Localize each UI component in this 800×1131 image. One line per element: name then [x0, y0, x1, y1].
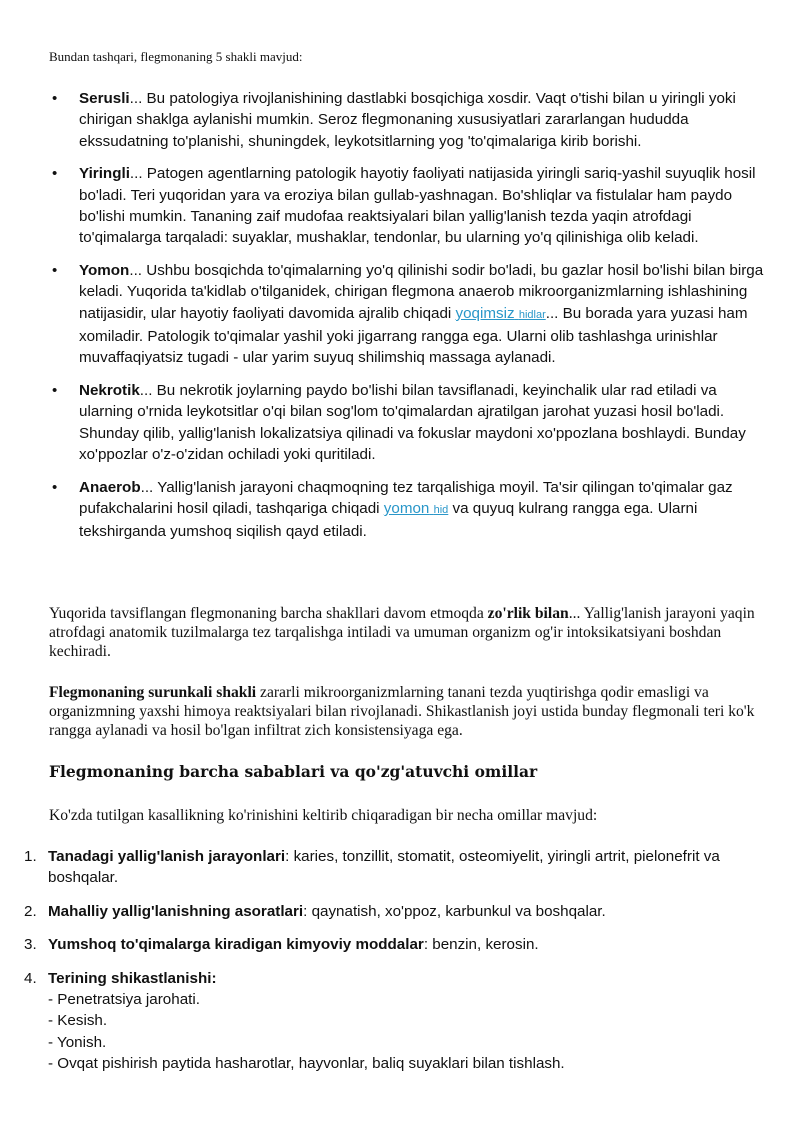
intro-text: Bundan tashqari, flegmonaning 5 shakli mavjud:: [49, 49, 303, 64]
item-title: Mahalliy yallig'lanishning asoratlari: [48, 902, 304, 920]
list-item: [24, 934, 764, 955]
item-title: Anaerob: [79, 478, 141, 496]
para-text-after: ... Yallig'lanish jarayoni yaqin atrofdagi anatomik tuzilmalarga tez tarqalishga intiladi va umuman organizm og'ir intoksikatsiyani boshdan kechiradi.: [49, 605, 755, 661]
item-text-after: va quyuq kulrang rangga ega. Ularni tekshirganda yumshoq siqilish qayd etiladi.: [79, 499, 698, 541]
item-title: Tanadagi yallig'lanish jarayonlari: [48, 848, 286, 865]
list-item: [24, 901, 764, 922]
list-item: [24, 846, 764, 889]
para-text: Yuqorida tavsiflangan flegmonaning barcha shakllari davom etmoqda: [49, 605, 488, 622]
item-text: ... Bu nekrotik joylarning paydo bo'lishi bilan tavsiflanadi, keyinchalik ular rad etiladi va ularning o'rnida leykotsitlar o'qi bilan sog'lom to'qimalardan ajratilgan jarohat yuzasi hosil bo'ladi. Shunday qilib, yallig'lanish lokalizatsiya qilinadi va fokuslar maydoni xo'ppozlana boshlaydi. Bunday xo'ppozlar o'z-o'zidan ochiladi yoki quritiladi.: [79, 381, 746, 464]
link-small-text: hidlar: [518, 308, 546, 321]
item-title: Yiringli: [79, 165, 130, 183]
list-item: [52, 260, 764, 369]
list-item: [24, 968, 764, 1075]
item-text: ... Patogen agentlarning patologik hayotiy faoliyati natijasida yiringli sariq-yashil suyuqlik hosil bo'ladi. Teri yuqoridan yara va eroziya bilan gullab-yashnagan. Bo'shliqlar va fistulalar ham paydo bo'lishi mumkin. Tananing zaif mudofaa reaktsiyalari bilan yallig'lanish tezda yaqin atrofdagi to'qimalarga tarqaladi: suyaklar, mushaklar, tendonlar, bu ularning yo'q qilinishiga olib keladi.: [79, 165, 756, 247]
item-title: Terining shikastlanishi:: [48, 969, 217, 987]
item-text: : qaynatish, xo'ppoz, karbunkul va boshqalar.: [303, 902, 606, 920]
item-text: ... Ushbu bosqichda to'qimalarning yo'q qilinishi sodir bo'ladi, bu gazlar hosil bo'lishi bilan birga keladi. Yuqorida ta'kidlab o'tilganidek, chirigan flegmona anaerob mikroorganizmlarning ishlashining natijasidir, ular hayotiy faoliyati davomida ajralib chiqadi: [79, 261, 764, 322]
item-title: Serusli: [79, 90, 130, 107]
item-text-after: ... Bu borada yara yuzasi ham xomiladir. Patologik to'qimalar yashil yoki jigarrang rangga ega. Ularni olib tashlashga urinishlar muvaffaqiyatsiz tugadi - ular yarim suyuq shilimshiq massaga aylanadi.: [79, 304, 748, 367]
factors-list: [24, 846, 764, 1087]
unpleasant-smell-link[interactable]: [456, 305, 546, 322]
para-text: zararli mikroorganizmlarning tanani tezda yuqtirishga qodir emasligi va organizmning yaxshi himoya reaktsiyalari bilan rivojlanadi. Shikastlanish joyi ustida bunday flegmonali teri ko'k rangga aylanadi va hosil bo'lgan infiltrat zich konsistensiyaga ega.: [49, 684, 755, 740]
list-item: [52, 163, 764, 249]
list-item: [52, 477, 764, 543]
item-text: : karies, tonzillit, stomatit, osteomiyelit, yiringli artrit, pielonefrit va boshqalar.: [48, 848, 720, 887]
list-item: [52, 88, 764, 152]
sub-item: - Ovqat pishirish paytida hasharotlar, hayvonlar, baliq suyaklari bilan tishlash.: [48, 1055, 565, 1073]
bullet-icon: •: [52, 90, 58, 107]
sub-item: - Kesish.: [48, 1012, 108, 1030]
bullet-icon: •: [52, 381, 58, 399]
list-item: [52, 380, 764, 466]
sub-item: - Yonish.: [48, 1033, 107, 1051]
sub-item: - Penetratsiya jarohati.: [48, 991, 200, 1009]
bullet-icon: •: [52, 261, 58, 279]
paragraph-factors-intro: Ko'zda tutilgan kasallikning ko'rinishini keltirib chiqaradigan bir necha omillar mavjud:: [49, 807, 598, 824]
item-title: Yomon: [79, 261, 130, 279]
item-number: 3.: [24, 936, 37, 954]
link-main-text: yomon: [383, 499, 430, 517]
paragraph-chronic: [49, 683, 761, 741]
bad-smell-link[interactable]: [384, 500, 449, 517]
item-text: : benzin, kerosin.: [423, 936, 539, 954]
para-bold: Flegmonaning surunkali shakli: [49, 684, 257, 701]
bullet-icon: •: [52, 478, 58, 496]
para-bold: zo'rlik bilan: [487, 605, 569, 622]
link-small-text: hid: [433, 503, 449, 516]
section-heading: Flegmonaning barcha sabablari va qo'zg'atuvchi omillar: [49, 762, 538, 781]
item-number: 4.: [24, 969, 37, 987]
bullet-icon: •: [52, 165, 58, 183]
item-text: ... Bu patologiya rivojlanishining dastlabki bosqichiga xosdir. Vaqt o'tishi bilan u yiringli yoki chirigan shaklga aylanishi mumkin. Seroz flegmonaning xususiyatlari zararlangan hududda ekssudatning to'planishi, shuningdek, leykotsitlarning yog 'to'qimalariga kirib borishi.: [79, 90, 736, 150]
paragraph-severity: [49, 604, 761, 662]
forms-list: [52, 88, 764, 554]
link-main-text: yoqimsiz: [455, 304, 515, 322]
item-number: 2.: [24, 902, 37, 920]
item-text: ... Yallig'lanish jarayoni chaqmoqning tez tarqalishiga moyil. Ta'sir qilingan to'qimalar gaz pufakchalarini hosil qiladi, tashqariga chiqadi: [79, 478, 733, 517]
item-number: 1.: [24, 848, 37, 865]
item-title: Nekrotik: [79, 381, 140, 399]
item-title: Yumshoq to'qimalarga kiradigan kimyoviy moddalar: [48, 936, 424, 954]
